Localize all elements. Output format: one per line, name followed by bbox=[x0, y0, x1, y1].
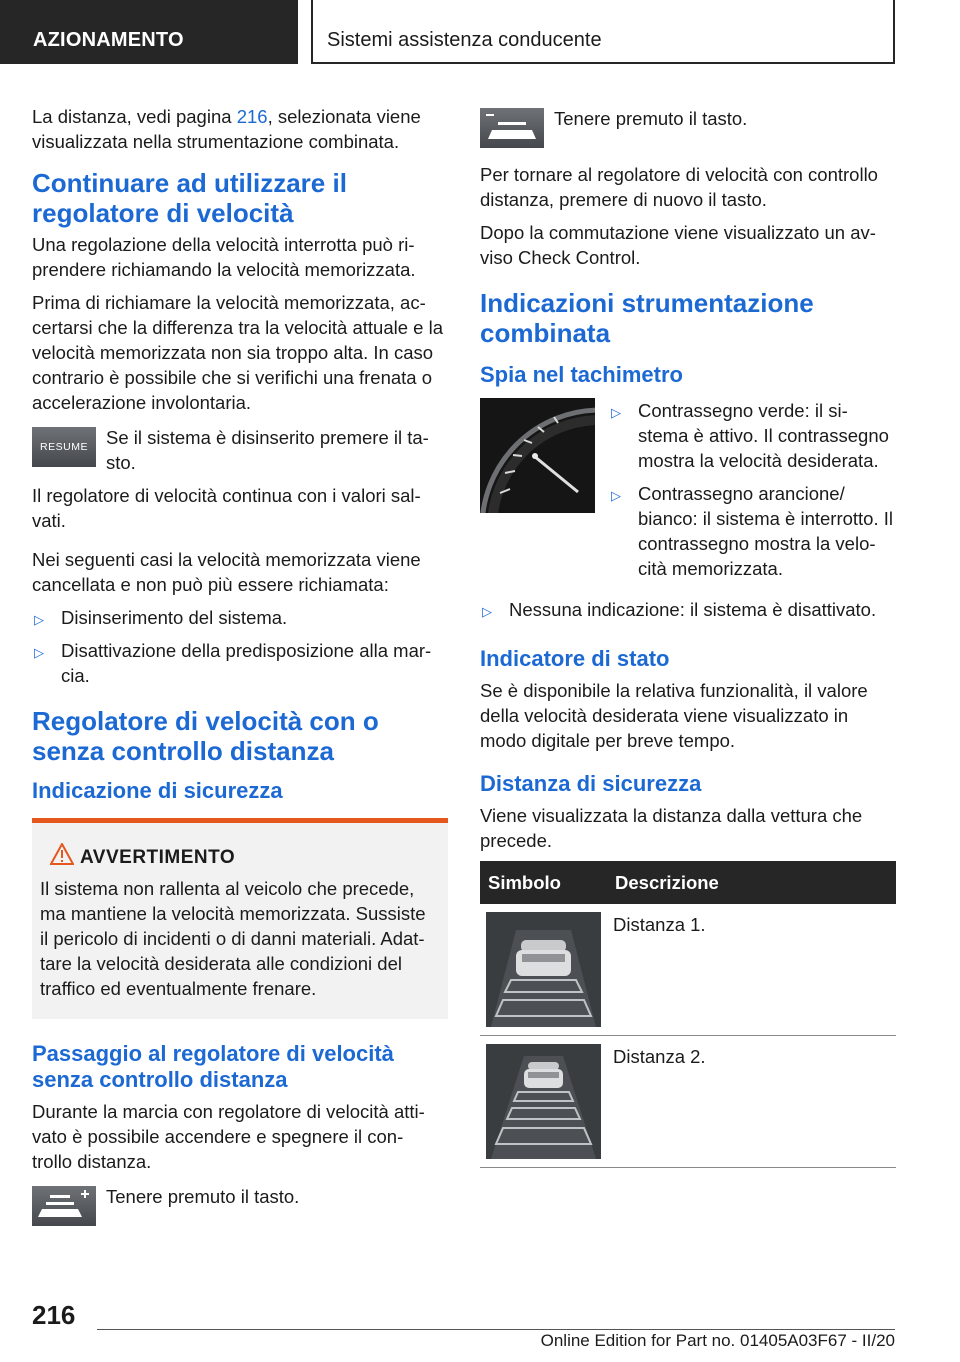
column-header-description: Descrizione bbox=[607, 861, 896, 904]
table-row bbox=[480, 1036, 896, 1168]
warning-triangle-icon bbox=[50, 843, 74, 872]
triangle-bullet-icon: ▷ bbox=[34, 645, 44, 660]
chapter-tab bbox=[311, 0, 895, 64]
paragraph: Viene visualizzata la distanza dalla vettura che precede. bbox=[480, 805, 863, 851]
paragraph: Prima di richiamare la velocità memorizzata, ac- certarsi che la differenza tra la velocità attuale e la velocità memorizzata non sia troppo alta. In caso contrario è possibile che si verifichi una frenata o accelerazione involontaria. bbox=[32, 292, 443, 413]
bullet-list bbox=[32, 605, 448, 688]
heading-continue: Continuare ad utilizzare il regolatore di velocità bbox=[32, 168, 347, 228]
paragraph: Il regolatore di velocità continua con i valori sal- vati. bbox=[32, 485, 421, 531]
speedometer-image bbox=[480, 398, 595, 513]
paragraph: Dopo la commutazione viene visualizzato un av- viso Check Control. bbox=[480, 222, 876, 268]
heading-regulator: Regolatore di velocità con o senza controllo distanza bbox=[32, 706, 379, 766]
warning-box bbox=[32, 818, 448, 1019]
paragraph: Nei seguenti casi la velocità memorizzata viene cancellata e non può più essere richiamata: bbox=[32, 549, 421, 595]
table-header-row bbox=[480, 861, 896, 904]
speedo-section bbox=[480, 398, 896, 589]
distance-1-car-icon bbox=[486, 912, 601, 1027]
resume-button-icon: RESUME bbox=[32, 427, 96, 467]
edition-note: Online Edition for Part no. 01405A03F67 - II/20 bbox=[540, 1331, 895, 1350]
resume-text: Se il sistema è disinserito premere il ta- sto. bbox=[106, 427, 429, 473]
distance-1-description: Distanza 1. bbox=[607, 904, 896, 1036]
footer-divider bbox=[97, 1329, 895, 1330]
section-title: AZIONAMENTO bbox=[33, 29, 184, 51]
distance-2-car-icon bbox=[486, 1044, 601, 1159]
hold-text: Tenere premuto il tasto. bbox=[554, 108, 748, 129]
table-row bbox=[480, 904, 896, 1036]
section-tab bbox=[0, 0, 298, 64]
heading-speedo: Spia nel tachimetro bbox=[480, 362, 683, 387]
right-column bbox=[480, 104, 896, 1168]
column-header-symbol: Simbolo bbox=[480, 861, 607, 904]
paragraph: Durante la marcia con regolatore di velocità atti- vato è possibile accendere e spegnere il con- trollo distanza. bbox=[32, 1101, 425, 1172]
speedo-bullet-list bbox=[609, 398, 896, 589]
symbol-table bbox=[480, 861, 896, 1168]
heading-switch: Passaggio al regolatore di velocità senza controllo distanza bbox=[32, 1041, 394, 1092]
distance-button-instruction bbox=[32, 1184, 448, 1226]
heading-status: Indicatore di stato bbox=[480, 646, 670, 671]
warning-title: AVVERTIMENTO bbox=[40, 845, 438, 870]
paragraph: Se è disponibile la relativa funzionalità, il valore della velocità desiderata viene visualizzato in modo digitale per breve tempo. bbox=[480, 680, 868, 751]
resume-instruction bbox=[32, 425, 448, 475]
heading-distance: Distanza di sicurezza bbox=[480, 771, 702, 796]
hold-text: Tenere premuto il tasto. bbox=[106, 1186, 300, 1207]
list-item: ▷ Nessuna indicazione: il sistema è disattivato. bbox=[480, 597, 896, 622]
heading-indications: Indicazioni strumentazione combinata bbox=[480, 288, 814, 348]
distance-button-instruction bbox=[480, 106, 896, 148]
chapter-title: Sistemi assistenza conducente bbox=[327, 29, 602, 51]
bullet-list bbox=[480, 597, 896, 622]
triangle-bullet-icon: ▷ bbox=[482, 604, 492, 619]
page-number: 216 bbox=[32, 1300, 76, 1330]
paragraph: Per tornare al regolatore di velocità con controllo distanza, premere di nuovo il tasto. bbox=[480, 164, 878, 210]
distance-2-description: Distanza 2. bbox=[607, 1036, 896, 1168]
distance-plus-button-icon bbox=[32, 1186, 96, 1226]
list-item: ▷ Disattivazione della predisposizione alla mar- cia. bbox=[34, 640, 432, 686]
paragraph: Una regolazione della velocità interrotta può ri- prendere richiamando la velocità memorizzata. bbox=[32, 234, 416, 280]
heading-safety: Indicazione di sicurezza bbox=[32, 778, 283, 803]
triangle-bullet-icon: ▷ bbox=[611, 488, 621, 503]
left-column bbox=[32, 104, 448, 1234]
warning-text: Il sistema non rallenta al veicolo che precede, ma mantiene la velocità memorizzata. Sussiste il pericolo di incidenti o di danni materiali. Adat- tare la velocità desiderata alle condizioni del traffico ed eventualmente frenare. bbox=[40, 878, 426, 999]
list-item: ▷ Disinserimento del sistema. bbox=[32, 605, 448, 630]
page-link[interactable]: 216 bbox=[236, 106, 268, 127]
intro-paragraph: La distanza, vedi pagina 216, selezionata viene visualizzata nella strumentazione combinata. bbox=[32, 106, 421, 152]
distance-minus-button-icon bbox=[480, 108, 544, 148]
list-item: ▷ Contrassegno arancione/ bianco: il sistema è interrotto. Il contrassegno mostra la velo- cità memorizzata. bbox=[611, 483, 893, 579]
list-item: ▷ Contrassegno verde: il si- stema è attivo. Il contrassegno mostra la velocità desiderata. bbox=[611, 400, 889, 471]
triangle-bullet-icon: ▷ bbox=[34, 612, 44, 627]
triangle-bullet-icon: ▷ bbox=[611, 405, 621, 420]
